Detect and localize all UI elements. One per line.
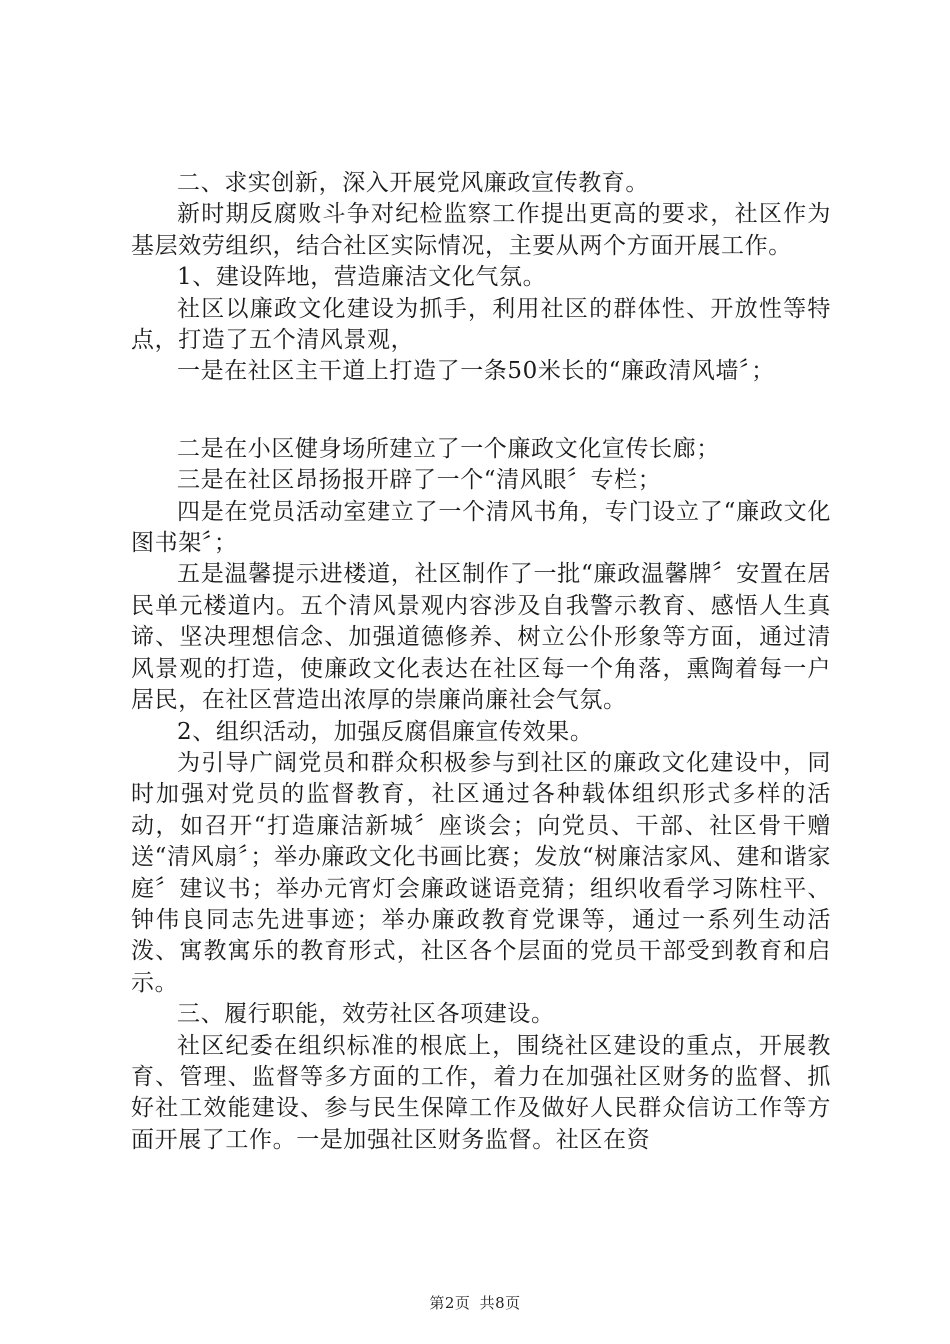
- page-total: 共8页: [479, 1294, 521, 1312]
- subheading-1: 1、建设阵地，营造廉洁文化气氛。: [177, 264, 547, 291]
- blank-line: [131, 388, 831, 434]
- page-number: 第2页: [429, 1294, 471, 1312]
- paragraph-activities: 为引导广阔党员和群众积极参与到社区的廉政文化建设中，同时加强对党员的监督教育，社区通过各种载体组织形式多样的活动，如召开“打造廉洁新城〞座谈会；向党员、干部、社区骨干赠送“清风扇〞；举办廉政文化书画比赛；发放“树廉洁家风、建和谐家庭〞建议书；举办元宵灯会廉政谜语竞猜；组织收看学习陈柱平、钟伟良同志先进事迹；举办廉政教育党课等，通过一系列生动活泼、寓教寓乐的教育形式，社区各个层面的党员干部受到教育和启示。: [131, 749, 831, 996]
- list-item-4: 四是在党员活动室建立了一个清风书角，专门设立了“廉政文化图书架〞；: [131, 498, 831, 557]
- paragraph-functions: 社区纪委在组织标准的根底上，围绕社区建设的重点，开展教育、管理、监督等多方面的工作，着力在加强社区财务的监督、抓好社工效能建设、参与民生保障工作及做好人民群众信访工作等方面开展了工作。一是加强社区财务监督。社区在资: [131, 1032, 831, 1153]
- section-heading-2: 二、求实创新，深入开展党风廉政宣传教育。: [177, 170, 649, 196]
- page-footer: [0, 1292, 950, 1313]
- document-body: [131, 168, 831, 1156]
- list-item-5: 五是温馨提示进楼道，社区制作了一批“廉政温馨牌〞安置在居民单元楼道内。五个清风景观内容涉及自我警示教育、感悟人生真谛、坚决理想信念、加强道德修养、树立公仆形象等方面，通过清风景观的打造，使廉政文化表达在社区每一个角落，熏陶着每一户居民，在社区营造出浓厚的崇廉尚廉社会气氛。: [131, 561, 831, 714]
- paragraph-scenery: 社区以廉政文化建设为抓手，利用社区的群体性、开放性等特点，打造了五个清风景观，: [131, 295, 831, 354]
- list-item-3: 三是在社区昂扬报开辟了一个“清风眼〞专栏；: [177, 467, 662, 494]
- list-item-1: 一是在社区主干道上打造了一条50米长的“廉政清风墙〞；: [177, 358, 775, 385]
- subheading-2: 2、组织活动，加强反腐倡廉宣传效果。: [177, 718, 594, 745]
- list-item-2: 二是在小区健身场所建立了一个廉政文化宣传长廊；: [177, 435, 720, 462]
- section-heading-3: 三、履行职能，效劳社区各项建设。: [177, 1001, 555, 1028]
- paragraph-intro: 新时期反腐败斗争对纪检监察工作提出更高的要求，社区作为基层效劳组织，结合社区实际情况，主要从两个方面开展工作。: [131, 201, 831, 259]
